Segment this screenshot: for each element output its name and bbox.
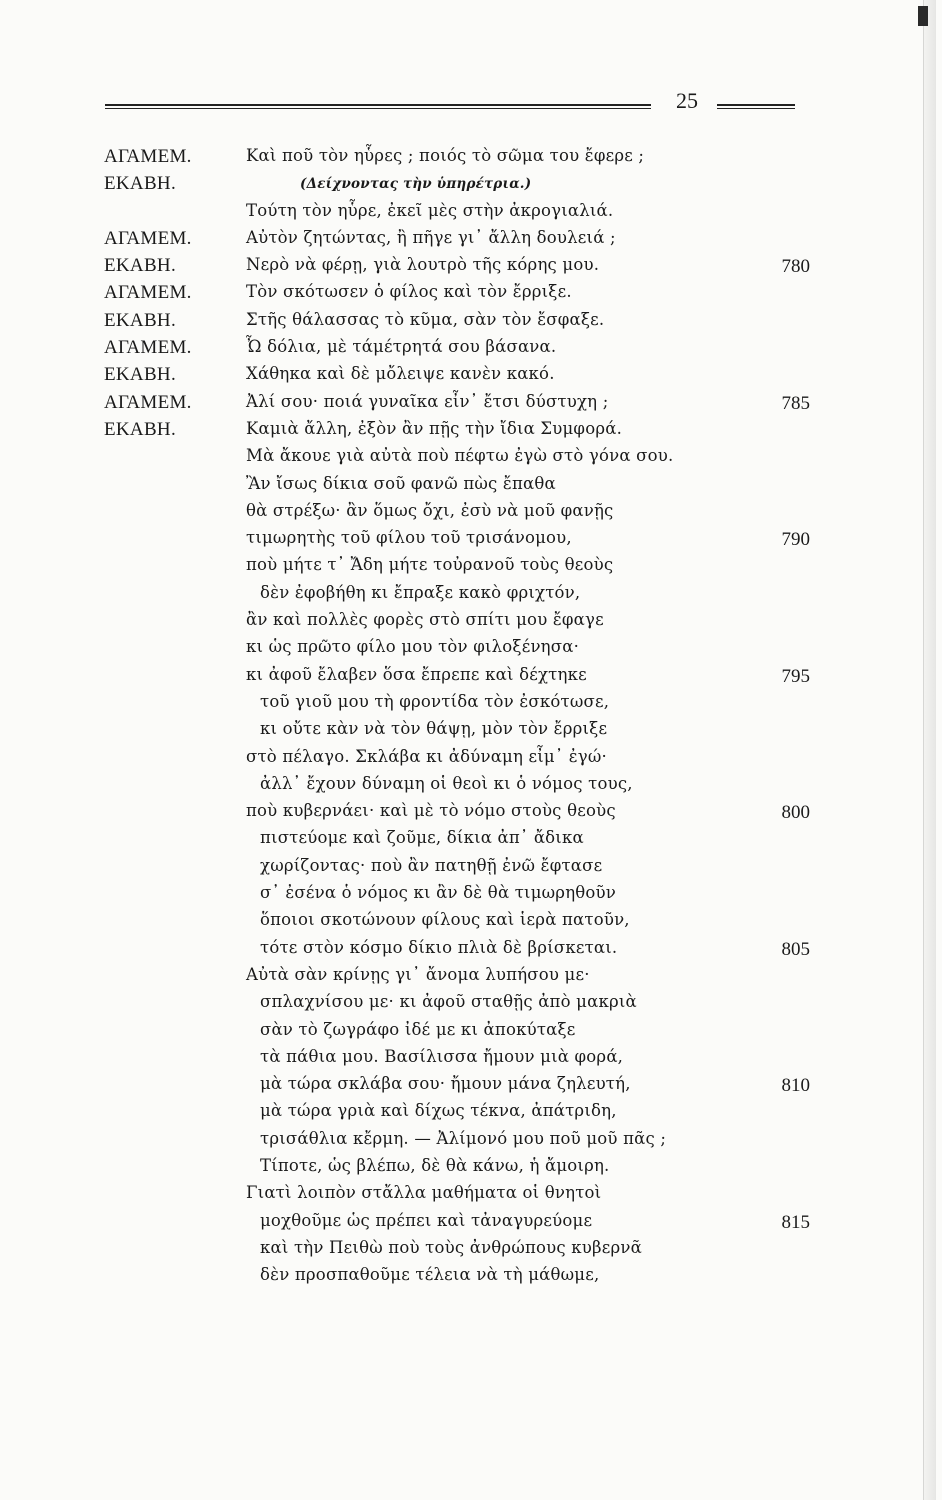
verse-text-line: τοῦ γιοῦ μου τὴ φροντίδα τὸν ἐσκότωσε, <box>260 691 610 711</box>
verse-text-line: Αὐτὸν ζητώντας, ἢ πῆγε γι᾽ ἄλλη δουλειά ; <box>246 227 616 247</box>
verse-line <box>0 665 942 692</box>
line-number: 785 <box>781 392 810 414</box>
verse-line <box>0 747 942 774</box>
verse-line <box>0 364 942 391</box>
verse-line <box>0 1238 942 1265</box>
verse-text-line: μὰ τώρα σκλάβα σου· ἤμουν μάνα ζηλευτή, <box>260 1074 631 1094</box>
line-number: 800 <box>781 802 810 824</box>
speaker-label: ΑΓΑΜΕΜ. <box>104 391 192 413</box>
speaker-label: ΑΓΑΜΕΜ. <box>104 282 192 304</box>
verse-line <box>0 1074 942 1101</box>
verse-line <box>0 555 942 582</box>
verse-text-line: τὰ πάθια μου. Βασίλισσα ἤμουν μιὰ φορά, <box>260 1046 624 1066</box>
verse-line <box>0 146 942 173</box>
verse-text-line: θὰ στρέξω· ἂν ὅμως ὄχι, ἐσὺ νὰ μοῦ φανῇς <box>246 500 614 520</box>
verse-line <box>0 1129 942 1156</box>
verse-text-line: δὲν ἐφοβήθη κι ἔπραξε κακὸ φριχτόν, <box>260 582 581 602</box>
speaker-label: ΕΚΑΒΗ. <box>104 418 176 440</box>
speaker-label: ΑΓΑΜΕΜ. <box>104 337 192 359</box>
verse-line <box>0 201 942 228</box>
verse-text-line: σπλαχνίσου με· κι ἀφοῦ σταθῇς ἀπὸ μακριὰ <box>260 992 637 1012</box>
verse-text-line: Νερὸ νὰ φέρῃ, γιὰ λουτρὸ τῆς κόρης μου. <box>246 255 600 275</box>
line-number: 795 <box>781 665 810 687</box>
verse-text <box>0 146 942 1292</box>
verse-text-line: ποὺ κυβερνάει· καὶ μὲ τὸ νόμο στοὺς θεοὺς <box>246 801 616 821</box>
verse-line <box>0 1020 942 1047</box>
verse-text-line: χωρίζοντας· ποὺ ἂν πατηθῇ ἐνῶ ἔφτασε <box>260 855 603 875</box>
header-rule-right <box>717 104 795 109</box>
verse-line <box>0 583 942 610</box>
verse-text-line: μὰ τώρα γριὰ καὶ δίχως τέκνα, ἀπάτριδη, <box>260 1101 617 1121</box>
page-header <box>105 88 795 118</box>
verse-line <box>0 310 942 337</box>
verse-line <box>0 1211 942 1238</box>
verse-line <box>0 419 942 446</box>
verse-text-line: Ἀλί σου· ποιά γυναῖκα εἶν᾽ ἔτσι δύστυχη ; <box>246 391 609 411</box>
line-number: 810 <box>781 1075 810 1097</box>
verse-text-line: Μὰ ἄκουε γιὰ αὐτὰ ποὺ πέφτω ἐγὼ στὸ γόνα σου. <box>246 446 674 466</box>
verse-text-line: ἂν καὶ πολλὲς φορὲς στὸ σπίτι μου ἔφαγε <box>246 610 604 630</box>
verse-text-line: ἀλλ᾽ ἔχουν δύναμη οἱ θεοὶ κι ὁ νόμος τους, <box>260 773 633 793</box>
verse-line <box>0 828 942 855</box>
header-rule-left <box>105 104 651 109</box>
verse-line <box>0 719 942 746</box>
verse-line <box>0 692 942 719</box>
verse-line <box>0 255 942 282</box>
verse-line <box>0 637 942 664</box>
verse-line <box>0 173 942 200</box>
stage-direction: (Δείχνοντας τὴν ὑπηρέτρια.) <box>300 176 532 193</box>
verse-line <box>0 856 942 883</box>
line-number: 790 <box>781 529 810 551</box>
verse-text-line: μοχθοῦμε ὡς πρέπει καὶ τἀναγυρεύομε <box>260 1210 593 1230</box>
verse-line <box>0 337 942 364</box>
verse-text-line: Τίποτε, ὡς βλέπω, δὲ θὰ κάνω, ἡ ἄμοιρη. <box>260 1155 610 1175</box>
verse-text-line: δὲν προσπαθοῦμε τέλεια νὰ τὴ μάθωμε, <box>260 1265 600 1285</box>
verse-line <box>0 965 942 992</box>
verse-text-line: Ἂν ἴσως δίκια σοῦ φανῶ πὼς ἔπαθα <box>246 473 556 493</box>
verse-text-line: Τούτη τὸν ηὗρε, ἐκεῖ μὲς στὴν ἀκρογιαλιά. <box>246 200 614 220</box>
verse-line <box>0 801 942 828</box>
verse-text-line: Γιατὶ λοιπὸν στἄλλα μαθήματα οἱ θνητοὶ <box>246 1183 602 1203</box>
corner-mark <box>918 6 928 26</box>
line-number: 780 <box>781 256 810 278</box>
verse-text-line: τότε στὸν κόσμο δίκιο πλιὰ δὲ βρίσκεται. <box>260 937 618 957</box>
verse-text-line: Καμιὰ ἄλλη, ἐξὸν ἂν πῇς τὴν ἴδια Συμφορά. <box>246 418 623 438</box>
page-number: 25 <box>676 88 698 113</box>
verse-line <box>0 1183 942 1210</box>
verse-text-line: Τὸν σκότωσεν ὁ φίλος καὶ τὸν ἔρριξε. <box>246 282 572 302</box>
speaker-label: ΕΚΑΒΗ. <box>104 173 176 195</box>
verse-text-line: σὰν τὸ ζωγράφο ἰδέ με κι ἀποκύταξε <box>260 1019 576 1039</box>
verse-line <box>0 501 942 528</box>
verse-text-line: τιμωρητὴς τοῦ φίλου τοῦ τρισάνομου, <box>246 528 572 548</box>
verse-line <box>0 910 942 937</box>
verse-line <box>0 282 942 309</box>
verse-text-line: Αὐτὰ σὰν κρίνῃς γι᾽ ἄνομα λυπήσου με· <box>246 964 590 984</box>
verse-text-line: κι ἀφοῦ ἔλαβεν ὅσα ἔπρεπε καὶ δέχτηκε <box>246 664 587 684</box>
verse-text-line: καὶ τὴν Πειθὼ ποὺ τοὺς ἀνθρώπους κυβερνᾶ <box>260 1237 642 1257</box>
verse-line <box>0 992 942 1019</box>
verse-line <box>0 1047 942 1074</box>
verse-text-line: κι οὔτε κὰν νὰ τὸν θάψῃ, μὸν τὸν ἔρριξε <box>260 719 608 739</box>
line-number: 805 <box>781 938 810 960</box>
speaker-label: ΕΚΑΒΗ. <box>104 309 176 331</box>
verse-line <box>0 774 942 801</box>
verse-line <box>0 446 942 473</box>
verse-text-line: Ὦ δόλια, μὲ τάμέτρητά σου βάσανα. <box>246 337 557 357</box>
verse-text-line: τρισάθλια κἔρμη. — Ἀλίμονό μου ποῦ μοῦ πᾶς ; <box>260 1128 667 1148</box>
speaker-label: ΑΓΑΜΕΜ. <box>104 146 192 167</box>
speaker-label: ΕΚΑΒΗ. <box>104 364 176 386</box>
speaker-label: ΕΚΑΒΗ. <box>104 255 176 277</box>
speaker-label: ΑΓΑΜΕΜ. <box>104 227 192 249</box>
verse-text-line: ὅποιοι σκοτώνουν φίλους καὶ ἱερὰ πατοῦν, <box>260 910 630 930</box>
verse-text-line: πιστεύομε καὶ ζοῦμε, δίκια ἀπ᾽ ἄδικα <box>260 828 584 848</box>
verse-text-line: στὸ πέλαγο. Σκλάβα κι ἀδύναμη εἶμ᾽ ἐγώ· <box>246 746 607 766</box>
verse-text-line: Στῆς θάλασσας τὸ κῦμα, σὰν τὸν ἔσφαξε. <box>246 309 605 329</box>
line-number: 815 <box>781 1211 810 1233</box>
verse-line <box>0 392 942 419</box>
verse-line <box>0 1156 942 1183</box>
verse-line <box>0 228 942 255</box>
verse-line <box>0 610 942 637</box>
verse-text-line: Χάθηκα καὶ δὲ μὄλειψε κανὲν κακό. <box>246 364 555 384</box>
verse-line <box>0 938 942 965</box>
verse-line <box>0 474 942 501</box>
verse-line <box>0 528 942 555</box>
verse-line <box>0 883 942 910</box>
verse-text-line: σ᾽ ἐσένα ὁ νόμος κι ἂν δὲ θὰ τιμωρηθοῦν <box>260 883 617 903</box>
verse-text-line: Καὶ ποῦ τὸν ηὗρες ; ποιός τὸ σῶμα του ἔφερε ; <box>246 146 645 165</box>
verse-line <box>0 1101 942 1128</box>
verse-text-line: κι ὡς πρῶτο φίλο μου τὸν φιλοξένησα· <box>246 637 580 657</box>
verse-text-line: ποὺ μήτε τ᾽ Ἄδη μήτε τοὐρανοῦ τοὺς θεοὺς <box>246 555 614 575</box>
verse-line <box>0 1265 942 1292</box>
